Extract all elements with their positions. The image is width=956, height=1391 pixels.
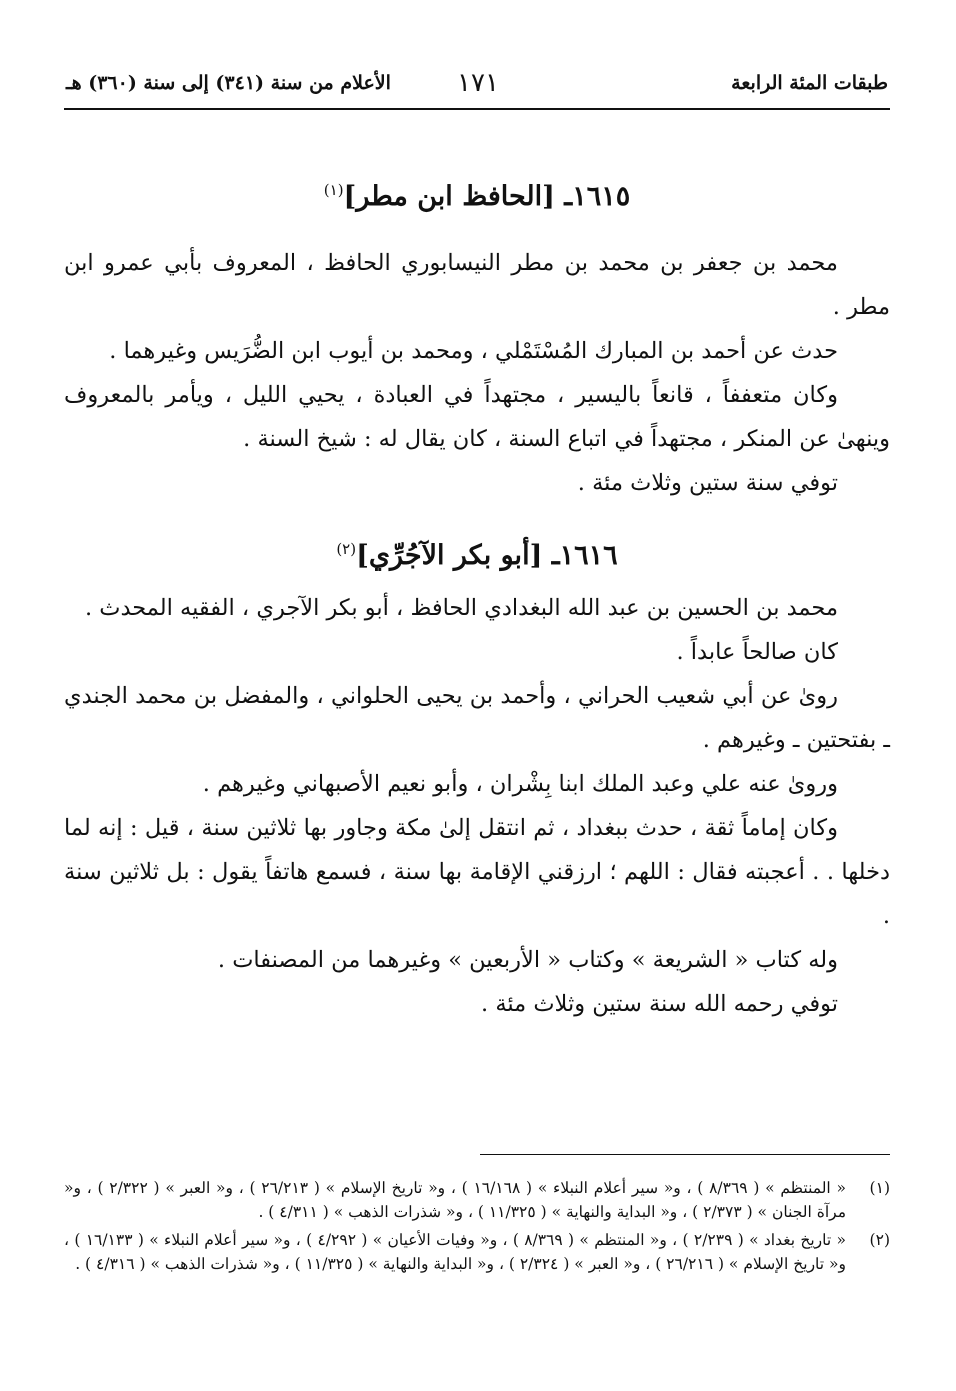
entry-paragraph: وكان إماماً ثقة ، حدث ببغداد ، ثم انتقل إلىٰ مكة وجاور بها ثلاثين سنة ، قيل : إنه لما دخلها . . أعجبته فقال : اللهم ؛ ارزقني الإقامة بها سنة ، فسمع هاتفاً يقول : بل ثلاثين سنة . [64, 815, 890, 929]
entry-paragraph: وروىٰ عنه علي وعبد الملك ابنا بِشْران ، وأبو نعيم الأصبهاني وغيرهم . [202, 771, 838, 797]
entry-title-text: ١٦١٥ـ [الحافظ ابن مطر] [343, 181, 631, 212]
main-text [64, 170, 890, 1026]
footnotes [64, 1176, 890, 1280]
entry-paragraph: كان صالحاً عابداً . [676, 639, 838, 665]
footnote-ref: (٢) [336, 540, 357, 558]
footnote [64, 1228, 890, 1276]
page-number: ١٧١ [457, 68, 499, 98]
footnote-text: « تاريخ بغداد » ( ٢/٢٣٩ ) ، و« المنتظم » ( ٨/٣٦٩ ) ، و« وفيات الأعيان » ( ٤/٢٩٢ ) ، و« سير أعلام النبلاء » ( ١٦/١٣٣ ) ، و« تاريخ الإسلام » ( ٢٦/٢١٦ ) ، و« العبر » ( ٢/٣٢٤ ) ، و« البداية والنهاية » ( ١١/٣٢٥ ) ، و« شذرات الذهب » ( ٤/٣١٦ ) . [64, 1231, 846, 1273]
entry-title-text: ١٦١٦ـ [أبو بكر الآجُرِّي] [356, 540, 618, 571]
running-header-title: طبقات المئة الرابعة [731, 72, 888, 94]
footnote-ref: (١) [323, 181, 344, 199]
entry-paragraph: محمد بن الحسين بن عبد الله البغدادي الحافظ ، أبو بكر الآجري ، الفقيه المحدث . [84, 595, 838, 621]
footnote [64, 1176, 890, 1224]
entry-title [64, 170, 890, 217]
footnote-rule [480, 1154, 890, 1155]
entry-spacer [64, 505, 890, 519]
header-rule [64, 108, 890, 110]
entry-paragraph: محمد بن جعفر بن محمد بن مطر النيسابوري الحافظ ، المعروف بأبي عمرو ابن مطر . [64, 250, 890, 320]
entry-title [64, 529, 890, 576]
footnote-number: (١) [869, 1179, 890, 1197]
entry-paragraph: توفي سنة ستين وثلاث مئة . [577, 470, 838, 496]
entry-paragraph: توفي رحمه الله سنة ستين وثلاث مئة . [481, 991, 838, 1017]
footnote-number: (٢) [869, 1231, 890, 1249]
running-header-range: الأعلام من سنة (٣٤١) إلى سنة (٣٦٠) هـ [66, 72, 391, 94]
entry-paragraph: حدث عن أحمد بن المبارك المُسْتَمْلي ، ومحمد بن أيوب ابن الضُّرَيس وغيرهما . [109, 338, 838, 364]
entry-paragraph: وله كتاب « الشريعة » وكتاب « الأربعين » وغيرهما من المصنفات . [217, 947, 838, 973]
footnote-text: « المنتظم » ( ٨/٣٦٩ ) ، و« سير أعلام النبلاء » ( ١٦/١٦٨ ) ، و« تاريخ الإسلام » ( ٢٦/٢١٣ ) ، و« العبر » ( ٢/٣٢٢ ) ، و« مرآة الجنان » ( ٢/٣٧٣ ) ، و« البداية والنهاية » ( ١١/٣٢٥ ) ، و« شذرات الذهب » ( ٤/٣١١ ) . [64, 1179, 846, 1221]
entry-paragraph: وكان متعففاً ، قانعاً باليسير ، مجتهداً في العبادة ، يحيي الليل ، ويأمر بالمعروف وينهىٰ عن المنكر ، مجتهداً في اتباع السنة ، كان يقال له : شيخ السنة . [64, 382, 890, 452]
entry-paragraph: روىٰ عن أبي شعيب الحراني ، وأحمد بن يحيى الحلواني ، والمفضل بن محمد الجندي ـ بفتحتين ـ وغيرهم . [64, 683, 890, 753]
